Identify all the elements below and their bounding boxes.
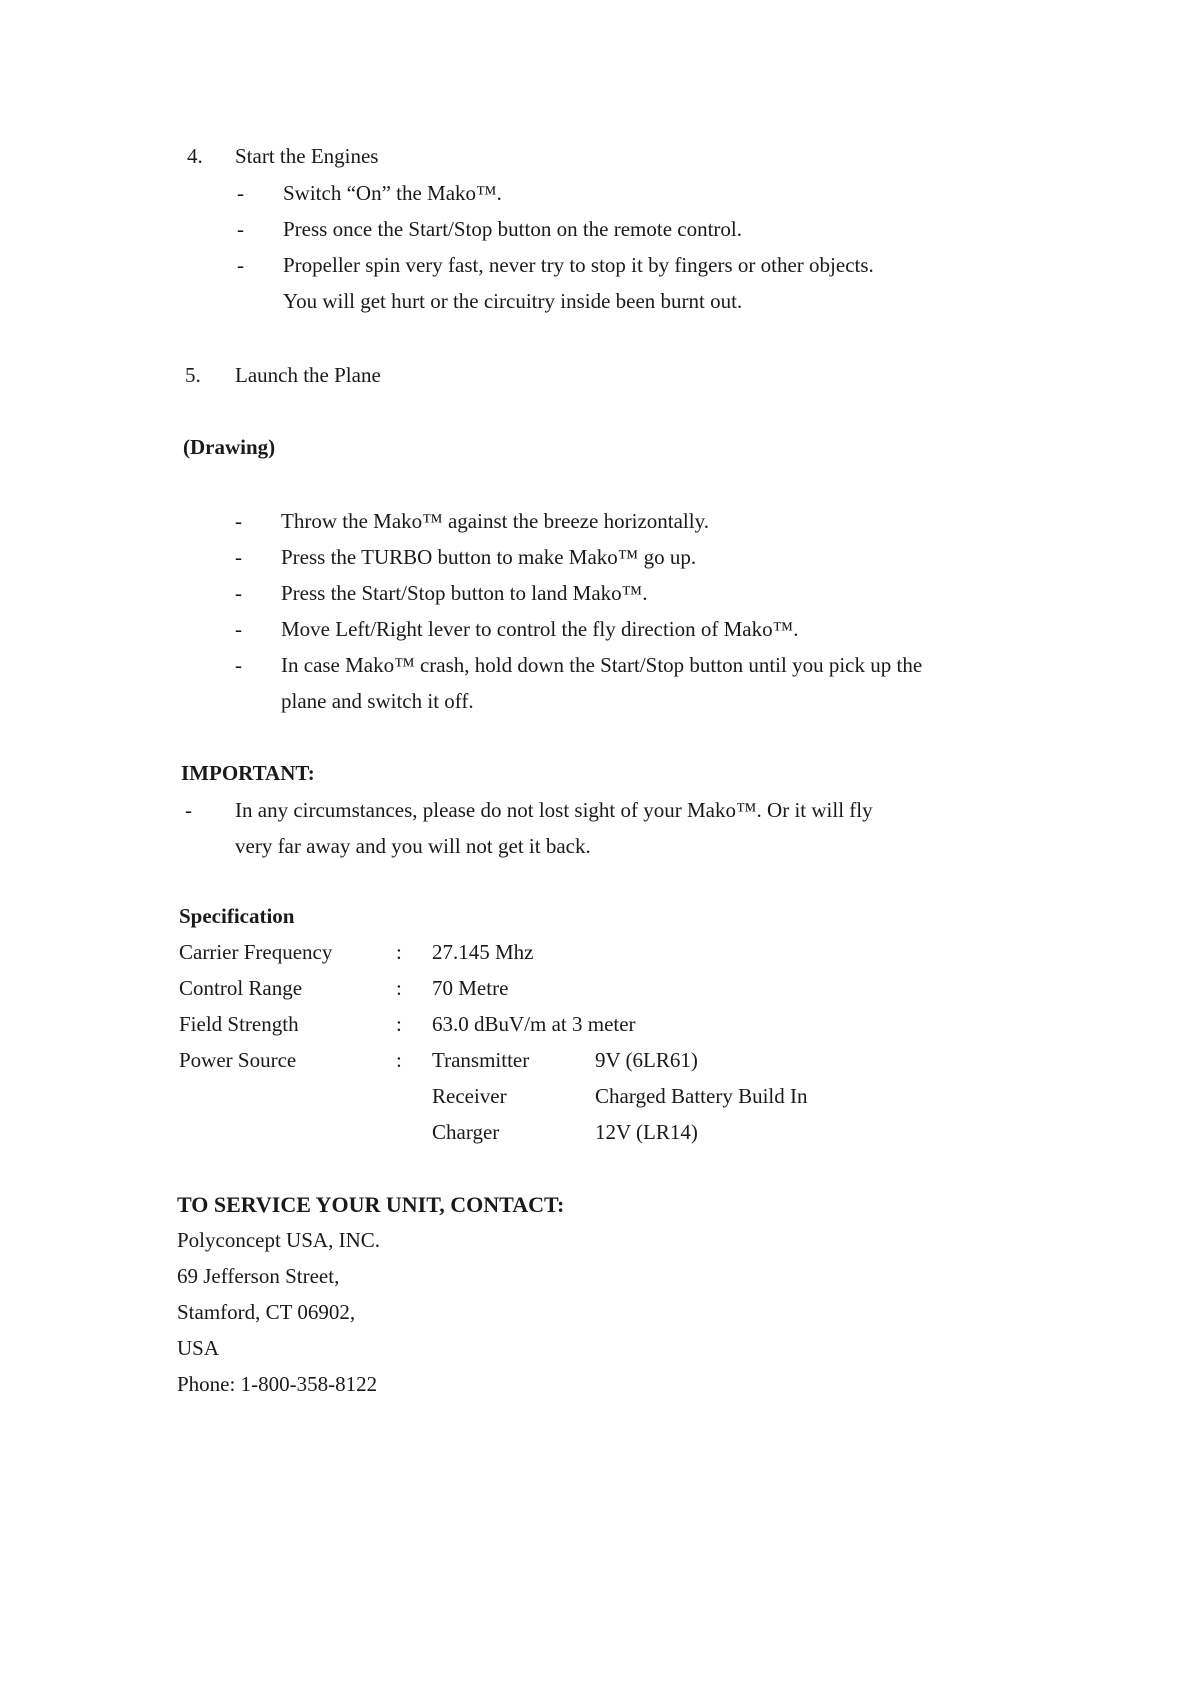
bullet-dash: - xyxy=(237,217,244,241)
step-number: 5. xyxy=(185,363,201,387)
spec-label: Carrier Frequency xyxy=(179,940,333,964)
spec-label: Control Range xyxy=(179,976,303,1000)
drawing-bullet: Move Left/Right lever to control the fly direction of Mako™. xyxy=(281,617,799,641)
bullet-dash: - xyxy=(237,181,244,205)
spec-subitem-name: Charger xyxy=(432,1120,500,1144)
step-title: Launch the Plane xyxy=(235,363,381,387)
drawing-bullet: Throw the Mako™ against the breeze horizontally. xyxy=(281,509,709,533)
spec-value: 27.145 Mhz xyxy=(432,940,534,964)
drawing-bullet: Press the TURBO button to make Mako™ go up. xyxy=(281,545,697,569)
contact-heading: TO SERVICE YOUR UNIT, CONTACT: xyxy=(177,1192,565,1217)
spec-heading: Specification xyxy=(179,904,295,928)
bullet-dash: - xyxy=(235,581,242,605)
step-number: 4. xyxy=(187,144,203,168)
spec-label: Power Source xyxy=(179,1048,297,1072)
bullet-dash: - xyxy=(185,798,192,822)
spec-label: Field Strength xyxy=(179,1012,299,1036)
important-heading: IMPORTANT: xyxy=(181,761,315,785)
drawing-heading: (Drawing) xyxy=(183,435,276,459)
contact-phone: Phone: 1-800-358-8122 xyxy=(177,1372,378,1396)
spec-separator: : xyxy=(396,940,402,964)
bullet-dash: - xyxy=(235,509,242,533)
important-text-continuation: very far away and you will not get it back. xyxy=(235,834,591,858)
spec-value: 70 Metre xyxy=(432,976,509,1000)
spec-separator: : xyxy=(396,1048,402,1072)
drawing-bullet: In case Mako™ crash, hold down the Start/Stop button until you pick up the xyxy=(281,653,923,677)
bullet-dash: - xyxy=(235,617,242,641)
drawing-bullet: Press the Start/Stop button to land Mako™. xyxy=(281,581,648,605)
bullet-dash: - xyxy=(235,545,242,569)
contact-line: USA xyxy=(177,1336,220,1360)
step-title: Start the Engines xyxy=(235,144,379,168)
spec-detail: 9V (6LR61) xyxy=(595,1048,698,1072)
spec-value: Transmitter xyxy=(432,1048,530,1072)
step4-bullet: Switch “On” the Mako™. xyxy=(283,181,502,205)
spec-separator: : xyxy=(396,1012,402,1036)
bullet-dash: - xyxy=(237,253,244,277)
spec-value: 63.0 dBuV/m at 3 meter xyxy=(432,1012,636,1036)
spec-separator: : xyxy=(396,976,402,1000)
step4-bullet: Propeller spin very fast, never try to stop it by fingers or other objects. xyxy=(283,253,874,277)
important-text: In any circumstances, please do not lost sight of your Mako™. Or it will fly xyxy=(235,798,873,822)
step4-bullet-continuation: You will get hurt or the circuitry inside been burnt out. xyxy=(283,289,743,313)
spec-subitem-name: Receiver xyxy=(432,1084,507,1108)
contact-line: 69 Jefferson Street, xyxy=(177,1264,340,1288)
step4-bullet: Press once the Start/Stop button on the remote control. xyxy=(283,217,743,241)
bullet-dash: - xyxy=(235,653,242,677)
spec-subitem-detail: Charged Battery Build In xyxy=(595,1084,808,1108)
drawing-bullet-continuation: plane and switch it off. xyxy=(281,689,474,713)
contact-line: Stamford, CT 06902, xyxy=(177,1300,356,1324)
contact-line: Polyconcept USA, INC. xyxy=(177,1228,380,1252)
spec-subitem-detail: 12V (LR14) xyxy=(595,1120,698,1144)
